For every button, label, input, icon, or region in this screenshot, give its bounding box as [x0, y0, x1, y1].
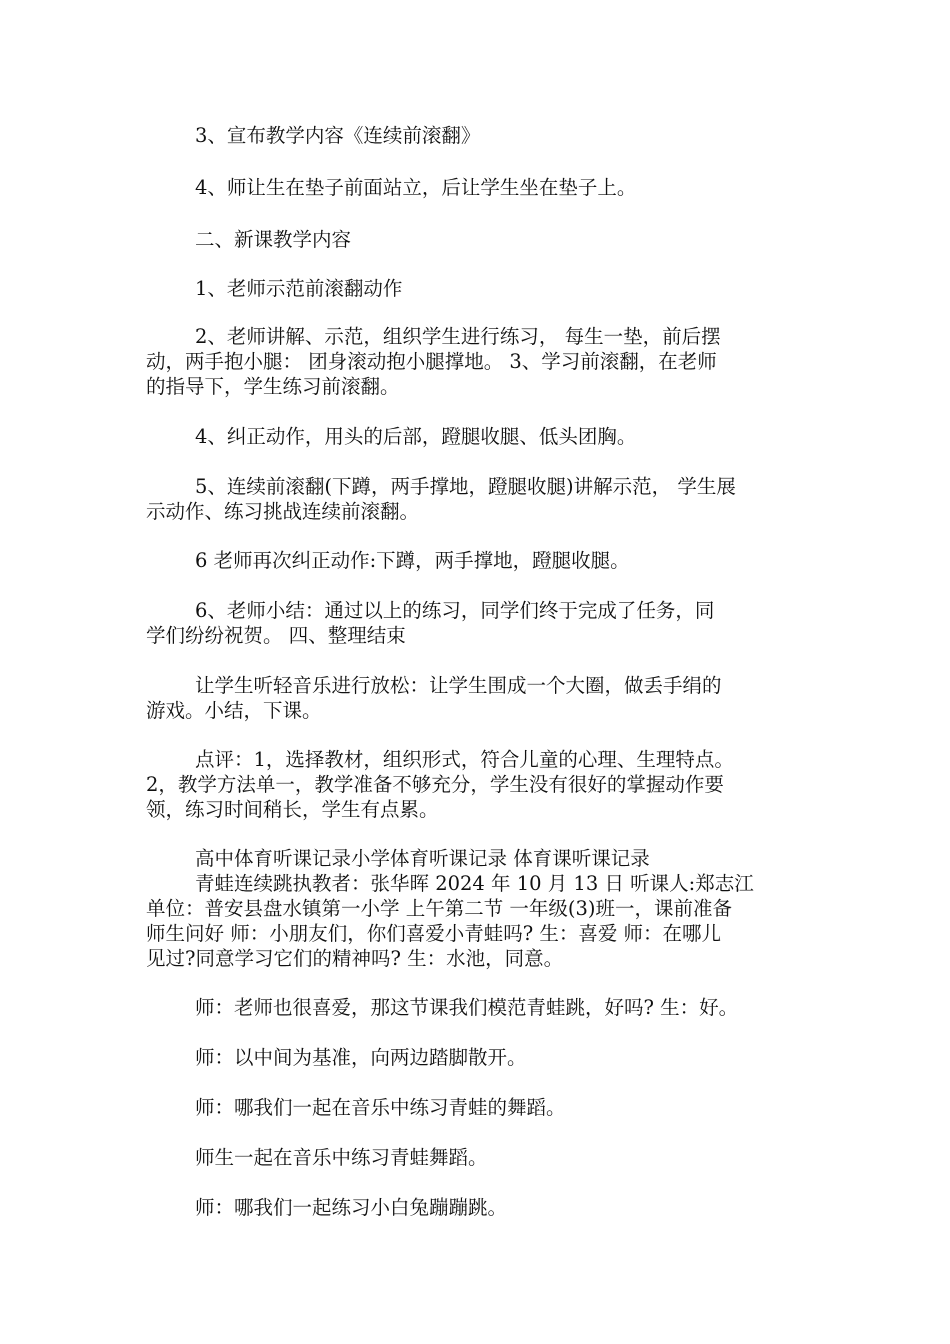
paragraph — [146, 424, 814, 449]
text-line: 高中体育听课记录小学体育听课记录 体育课听课记录 — [195, 847, 650, 870]
text-line: 二、新课教学内容 — [195, 228, 352, 251]
text-line: 师：哪我们一起在音乐中练习青蛙的舞蹈。 — [195, 1096, 566, 1119]
text-line: 师生一起在音乐中练习青蛙舞蹈。 — [195, 1146, 488, 1169]
text-line: 5、连续前滚翻(下蹲，两手撑地，蹬腿收腿)讲解示范， 学生展 — [195, 475, 736, 498]
text-line: 见过?同意学习它们的精神吗? 生：水池，同意。 — [146, 947, 564, 970]
text-line: 的指导下，学生练习前滚翻。 — [146, 375, 400, 398]
paragraph — [146, 474, 814, 524]
paragraph — [146, 1145, 814, 1170]
text-line: 师：哪我们一起练习小白兔蹦蹦跳。 — [195, 1196, 508, 1219]
paragraph — [146, 175, 814, 200]
paragraph — [146, 747, 814, 822]
paragraph — [146, 1045, 814, 1070]
text-line: 示动作、练习挑战连续前滚翻。 — [146, 500, 420, 523]
paragraph — [146, 324, 814, 399]
text-line: 师：老师也很喜爱，那这节课我们模范青蛙跳，好吗? 生：好。 — [195, 996, 739, 1019]
paragraph — [146, 598, 814, 648]
text-line: 1、老师示范前滚翻动作 — [195, 277, 403, 300]
text-line: 师：以中间为基准，向两边踏脚散开。 — [195, 1046, 527, 1069]
text-line: 2、老师讲解、示范，组织学生进行练习， 每生一垫，前后摆 — [195, 325, 721, 348]
text-line: 领，练习时间稍长，学生有点累。 — [146, 798, 439, 821]
text-line: 单位：普安县盘水镇第一小学 上午第二节 一年级(3)班一，课前准备 — [146, 897, 733, 920]
paragraph — [146, 846, 814, 971]
text-line: 4、纠正动作，用头的后部，蹬腿收腿、低头团胸。 — [195, 425, 637, 448]
text-line: 2，教学方法单一，教学准备不够充分，学生没有很好的掌握动作要 — [146, 773, 724, 796]
text-line: 4、师让生在垫子前面站立，后让学生坐在垫子上。 — [195, 176, 637, 199]
paragraph — [146, 995, 814, 1020]
paragraph — [146, 673, 814, 723]
paragraph — [146, 548, 814, 573]
text-line: 学们纷纷祝贺。 四、整理结束 — [146, 624, 406, 647]
text-line: 6、老师小结：通过以上的练习，同学们终于完成了任务，同 — [195, 599, 715, 622]
paragraph — [146, 1095, 814, 1120]
section-heading — [146, 227, 814, 252]
paragraph — [146, 1195, 814, 1220]
text-line: 让学生听轻音乐进行放松：让学生围成一个大圈，做丢手绢的 — [195, 674, 722, 697]
text-line: 青蛙连续跳执教者：张华晖 2024 年 10 月 13 日 听课人:郑志江 — [195, 872, 754, 895]
text-line: 师生问好 师：小朋友们，你们喜爱小青蛙吗? 生：喜爱 师：在哪儿 — [146, 922, 722, 945]
text-line: 动，两手抱小腿： 团身滚动抱小腿撑地。 3、学习前滚翻，在老师 — [146, 350, 717, 373]
text-line: 6 老师再次纠正动作:下蹲，两手撑地，蹬腿收腿。 — [195, 549, 630, 572]
text-line: 3、宣布教学内容《连续前滚翻》 — [195, 124, 481, 147]
text-line: 游戏。小结，下课。 — [146, 699, 322, 722]
text-line: 点评：1，选择教材，组织形式，符合儿童的心理、生理特点。 — [195, 748, 734, 771]
paragraph — [146, 123, 814, 148]
paragraph — [146, 276, 814, 301]
